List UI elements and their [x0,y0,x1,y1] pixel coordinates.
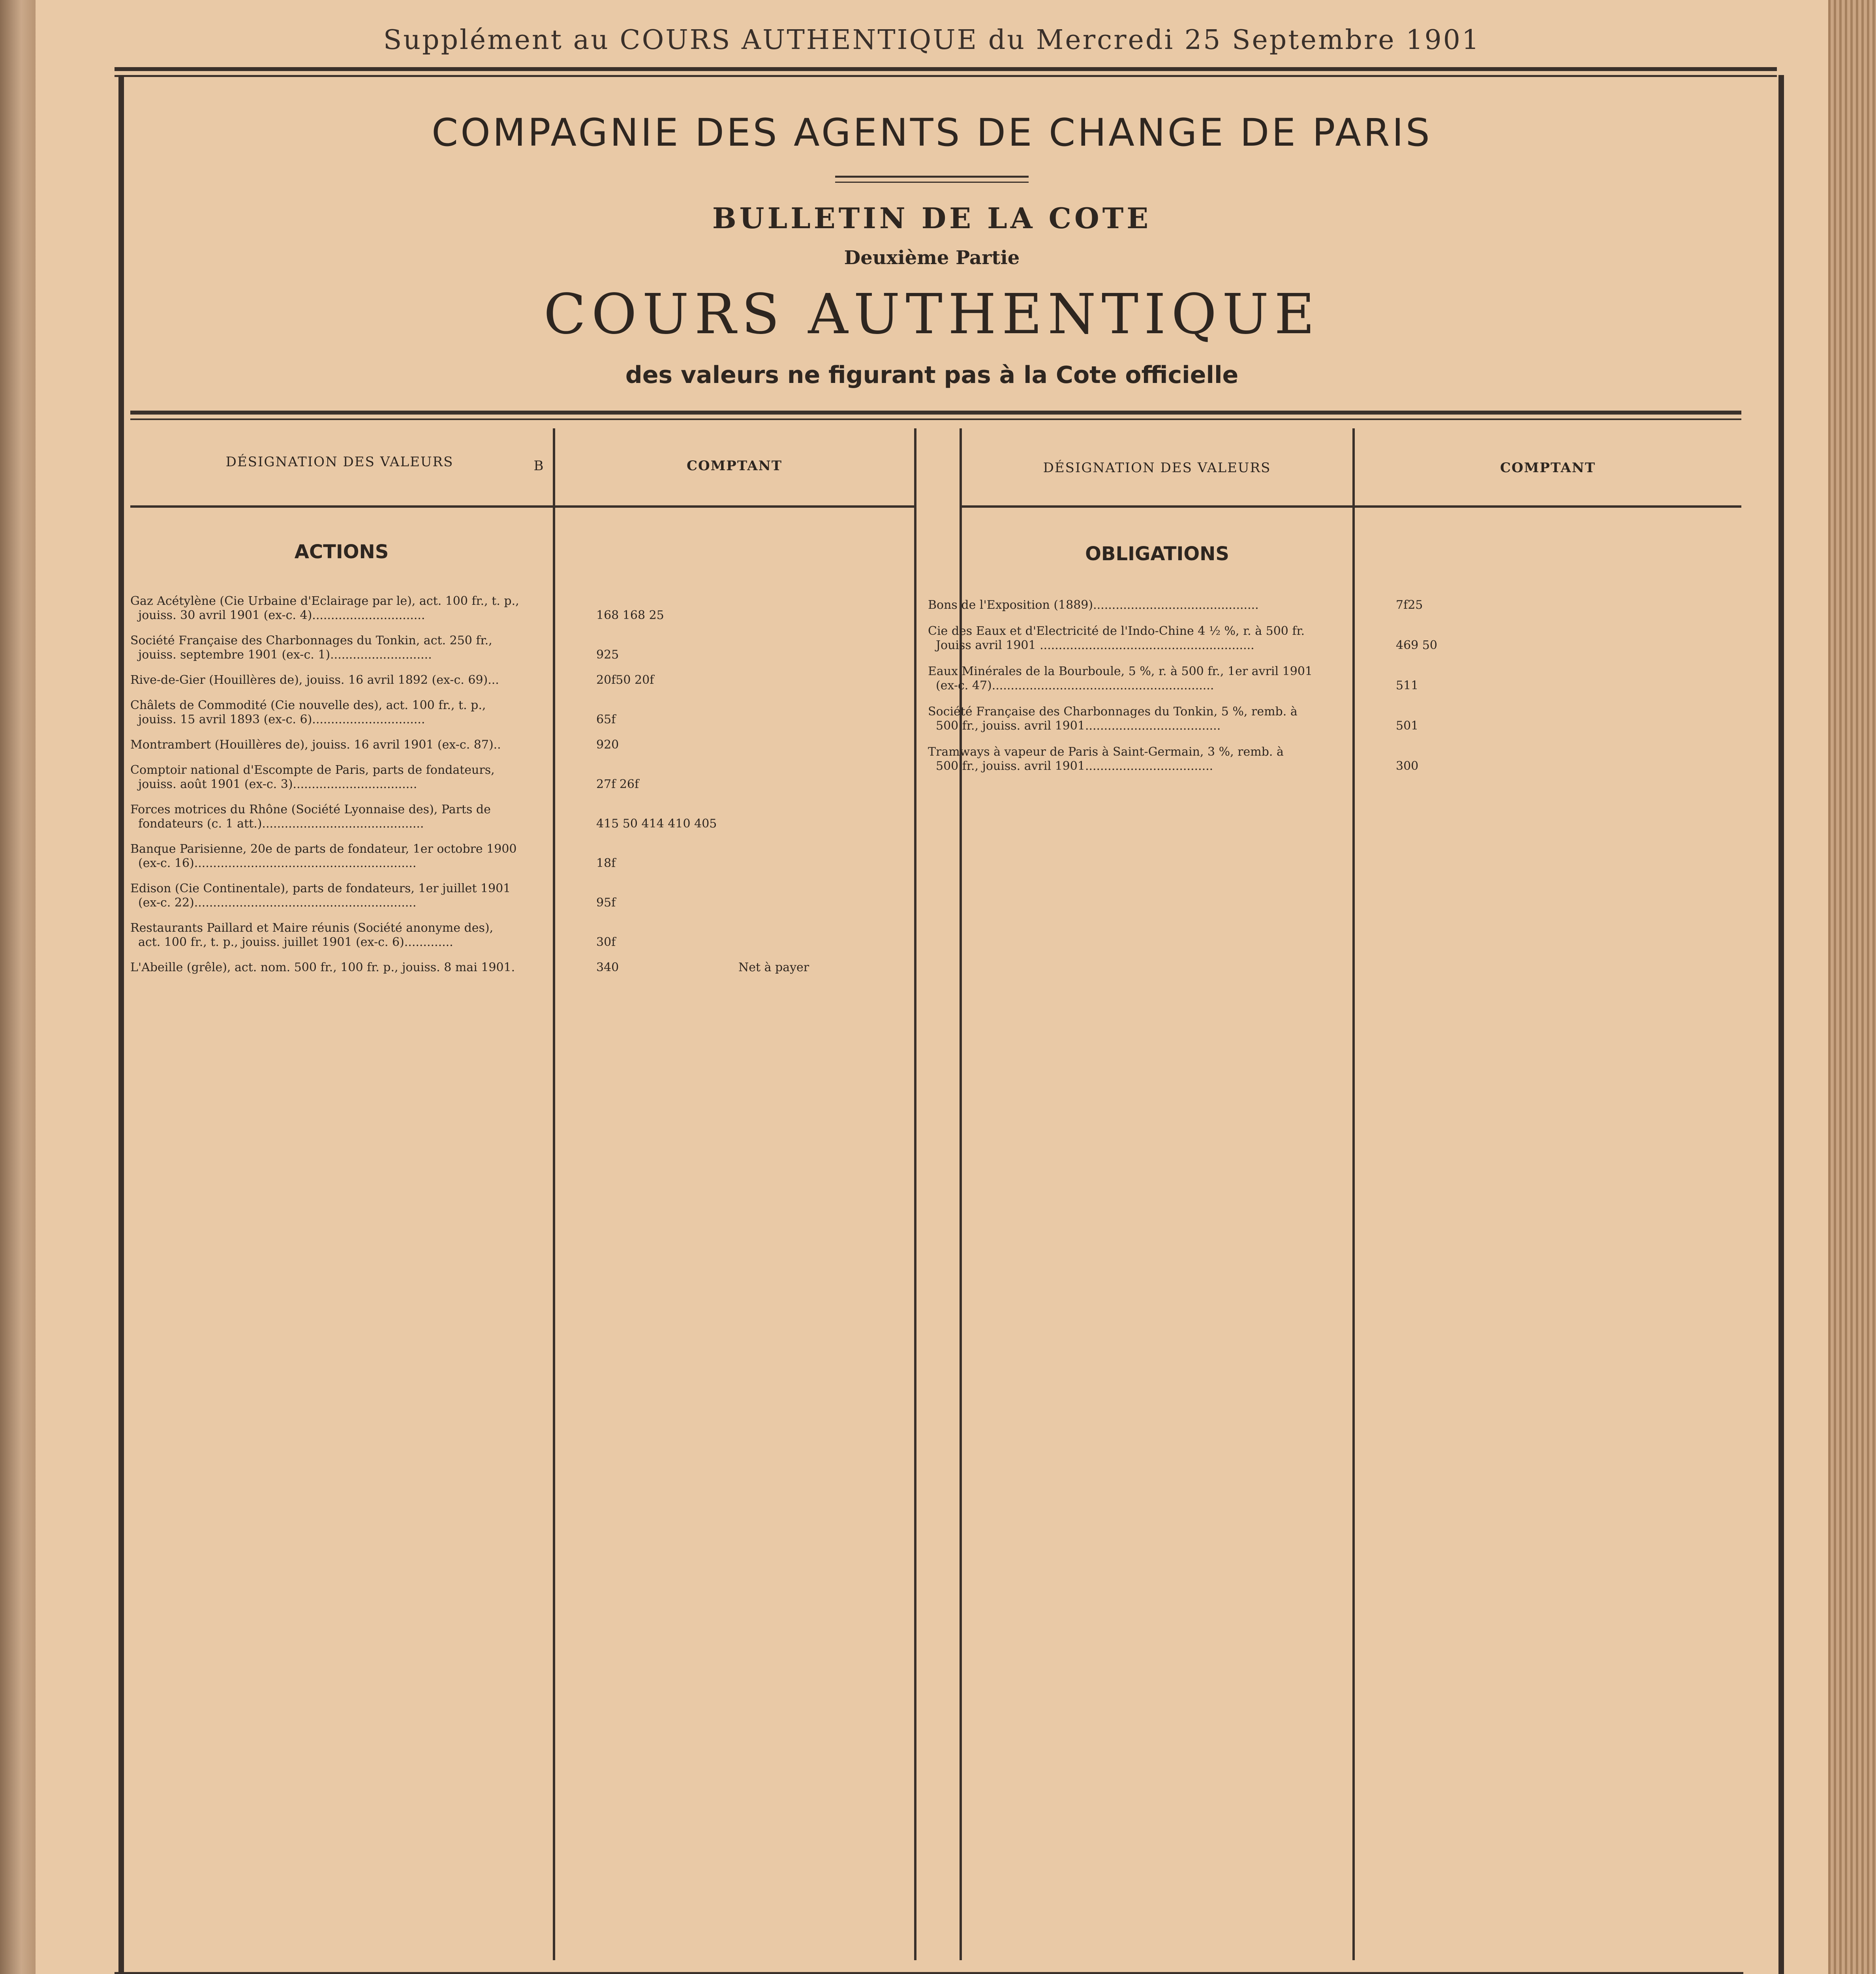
row-designation [130,763,557,792]
header-left-comptant: COMPTANT [686,458,783,474]
row-designation [130,698,557,727]
row-value: 300 [1396,759,1419,773]
row-designation [928,664,1354,693]
row-designation-line2: jouiss. 30 avril 1901 (ex-c. 4).............................. [138,608,425,622]
row-designation-line1: L'Abeille (grêle), act. nom. 500 fr., 100 fr. p., jouiss. 8 mai 1901. [130,961,515,974]
bottom-table-top-rule [115,1972,1743,1974]
row-designation-line1: Eaux Minérales de la Bourboule, 5 %, r. à 500 fr., 1er avril 1901 [928,664,1313,678]
row-designation-line2: fondateurs (c. 1 att.)........................................... [138,817,424,831]
row-designation-line2: jouiss. septembre 1901 (ex-c. 1)........................... [138,648,432,662]
row-value: 925 [596,648,619,662]
row-value: 7f25 [1396,598,1423,612]
row-value: 30f [596,935,616,949]
row-designation-line1: Rive-de-Gier (Houillères de), jouiss. 16 avril 1892 (ex-c. 69)... [130,673,499,687]
header-left-b: B [533,458,545,474]
row-designation-line2: jouiss. 15 avril 1893 (ex-c. 6).............................. [138,713,425,726]
row-value: 415 50 414 410 405 [596,817,717,831]
row-designation-line1: Restaurants Paillard et Maire réunis (Société anonyme des), [130,921,494,935]
row-designation-line2: (ex-c. 47)........................................................... [936,679,1214,692]
document-page [36,0,1828,1974]
row-value: 65f [596,713,616,726]
ornament-rule-2 [835,182,1029,183]
row-designation [928,705,1354,733]
header-under-rule-3 [962,505,1352,508]
ornament-rule-1 [835,176,1029,178]
row-designation-line1: Forces motrices du Rhône (Société Lyonnaise des), Parts de [130,803,491,816]
book-page-edges [1828,0,1876,1974]
col-rule-4 [1352,428,1355,1960]
row-designation [928,598,1354,612]
row-value: 168 168 25 [596,608,664,622]
col-rule-2 [914,428,916,1960]
bulletin-title: BULLETIN DE LA COTE [712,201,1152,235]
row-designation-line2: 500 fr., jouiss. avril 1901.................................. [936,759,1213,773]
header-left-designation: DÉSIGNATION DES VALEURS [225,454,454,470]
row-designation [928,624,1354,653]
row-designation [130,882,557,910]
row-designation-line1: Banque Parisienne, 20e de parts de fondateur, 1er octobre 1900 [130,842,517,856]
page-frame [118,75,1784,1974]
table-top-rule-thin [130,418,1741,420]
row-designation-line1: Bons de l'Exposition (1889)............................................ [928,598,1259,612]
header-under-rule-2 [555,505,914,508]
row-designation-line1: Châlets de Commodité (Cie nouvelle des), act. 100 fr., t. p., [130,698,486,712]
row-designation-line1: Tramways à vapeur de Paris à Saint-Germain, 3 %, remb. à [928,745,1284,759]
table-top-rule [130,411,1741,415]
row-note: Net à payer [738,961,809,974]
row-designation-line1: Gaz Acétylène (Cie Urbaine d'Eclairage par le), act. 100 fr., t. p., [130,594,519,608]
row-value: 18f [596,856,616,870]
obligations-title: OBLIGATIONS [1085,543,1229,565]
row-designation-line2: Jouiss avril 1901 ......................................................... [936,638,1254,652]
row-value: 20f50 20f [596,673,654,687]
row-value: 501 [1396,719,1419,733]
header-under-rule-4 [1355,505,1741,508]
adjacent-page-binding [0,0,36,1974]
row-designation [130,634,557,662]
row-designation [130,738,557,752]
row-value: 469 50 [1396,638,1437,652]
bleed-through-text [391,1098,414,1148]
subtitle: des valeurs ne figurant pas à la Cote officielle [625,361,1239,389]
row-designation-line1: Comptoir national d'Escompte de Paris, parts de fondateurs, [130,763,495,777]
row-designation-line1: Cie des Eaux et d'Electricité de l'Indo-Chine 4 ½ %, r. à 500 fr. [928,624,1305,638]
row-designation-line2: jouiss. août 1901 (ex-c. 3)................................. [138,777,417,791]
main-title: COURS AUTHENTIQUE [543,282,1320,347]
row-designation-line1: Edison (Cie Continentale), parts de fondateurs, 1er juillet 1901 [130,882,511,895]
col-rule-3 [960,428,962,1960]
row-designation-line2: (ex-c. 16)........................................................... [138,856,417,870]
header-right-comptant: COMPTANT [1500,460,1596,476]
row-designation-line2: act. 100 fr., t. p., jouiss. juillet 1901 (ex-c. 6)............. [138,935,453,949]
actions-title: ACTIONS [294,541,389,563]
row-designation [928,745,1354,773]
row-value: 920 [596,738,619,752]
row-value: 340 [596,961,619,974]
row-designation [130,921,557,949]
company-name: COMPAGNIE DES AGENTS DE CHANGE DE PARIS [432,111,1432,155]
row-value: 95f [596,896,616,910]
row-value: 27f 26f [596,777,639,791]
header-under-rule-1 [130,505,553,508]
row-designation [130,842,557,871]
row-designation-line2: 500 fr., jouiss. avril 1901.................................... [936,719,1221,733]
partie-label: Deuxième Partie [844,247,1020,269]
header-right-designation: DÉSIGNATION DES VALEURS [1043,460,1271,476]
row-designation [130,961,557,975]
row-designation [130,594,557,623]
row-designation-line1: Société Française des Charbonnages du Tonkin, act. 250 fr., [130,634,492,647]
row-designation [130,803,557,831]
row-designation-line1: Société Française des Charbonnages du Tonkin, 5 %, remb. à [928,705,1298,719]
row-designation [130,673,557,687]
row-value: 511 [1396,679,1419,692]
top-rule-1 [115,67,1777,71]
supplement-header: Supplément au COURS AUTHENTIQUE du Mercredi 25 Septembre 1901 [383,24,1481,56]
row-designation-line2: (ex-c. 22)........................................................... [138,896,417,910]
row-designation-line1: Montrambert (Houillères de), jouiss. 16 avril 1901 (ex-c. 87).. [130,738,501,752]
